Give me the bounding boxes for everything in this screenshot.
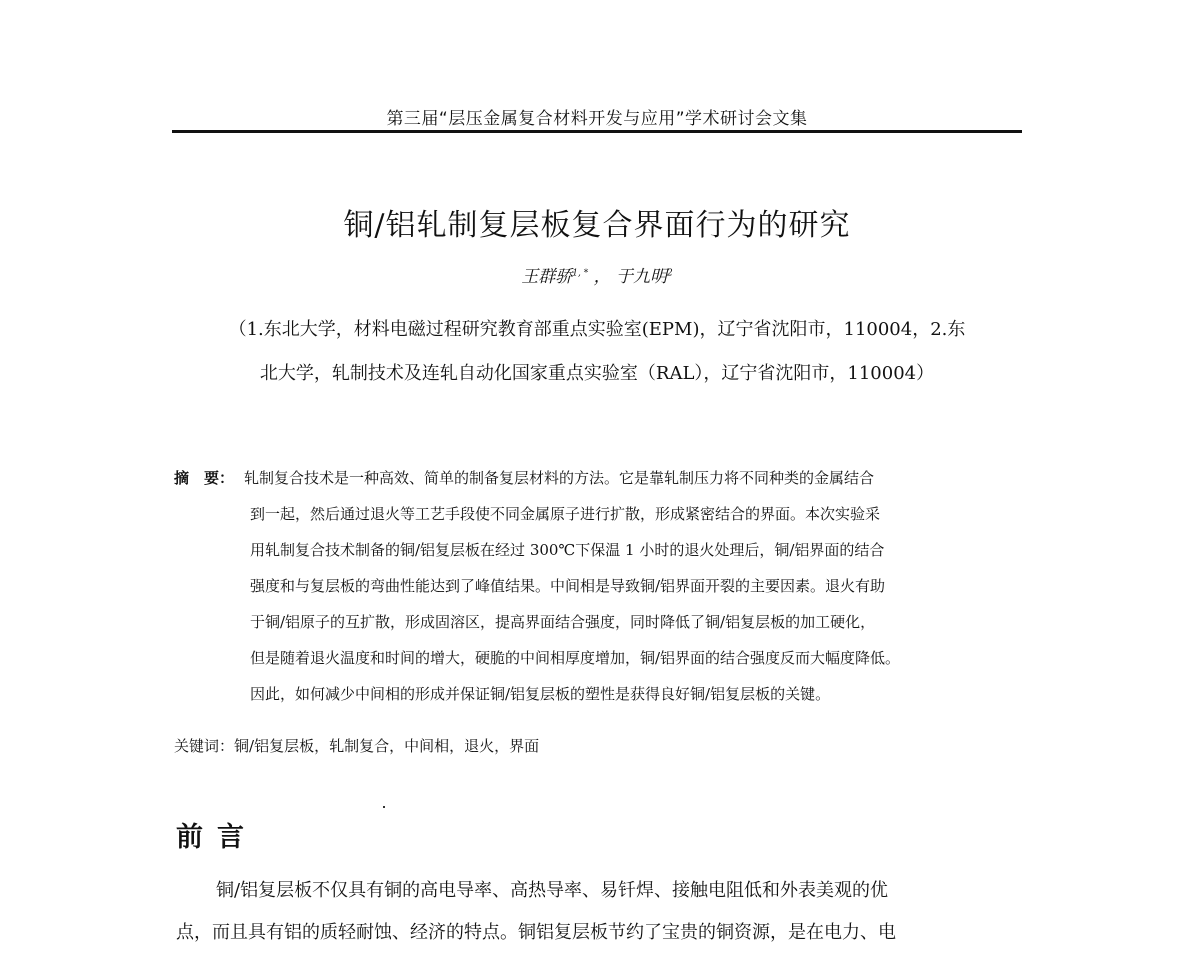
scan-speck bbox=[383, 806, 385, 808]
author-list bbox=[172, 262, 1022, 287]
keywords-value: 铜/铝复层板，轧制复合，中间相，退火，界面 bbox=[234, 737, 540, 755]
paragraph-line: 点，而且具有铝的质轻耐蚀、经济的特点。铜铝复层板节约了宝贵的铜资源，是在电力、电 bbox=[176, 922, 896, 943]
affiliation-line: 北大学，轧制技术及连轧自动化国家重点实验室（RAL），辽宁省沈阳市，110004） bbox=[259, 363, 935, 384]
keywords-label: 关键词： bbox=[174, 737, 235, 755]
paragraph-line: 铜/铝复层板不仅具有铜的高电导率、高热导率、易钎焊、接触电阻低和外表美观的优 bbox=[216, 880, 889, 901]
abstract-line: 到一起，然后通过退火等工艺手段使不同金属原子进行扩散，形成紧密结合的界面。本次实验采 bbox=[250, 505, 881, 523]
abstract-line: 于铜/铝原子的互扩散，形成固溶区，提高界面结合强度，同时降低了铜/铝复层板的加工硬化， bbox=[250, 613, 876, 631]
author-affiliation-mark: 2 bbox=[667, 268, 673, 279]
abstract bbox=[174, 460, 1024, 712]
abstract-line: 但是随着退火温度和时间的增大，硬脆的中间相厚度增加，铜/铝界面的结合强度反而大幅度降低。 bbox=[250, 649, 901, 667]
abstract-line: 强度和与复层板的弯曲性能达到了峰值结果。中间相是导致铜/铝界面开裂的主要因素。退火有助 bbox=[250, 577, 886, 595]
running-header: 第三届“层压金属复合材料开发与应用”学术研讨会文集 bbox=[386, 109, 808, 129]
abstract-line: 因此，如何减少中间相的形成并保证铜/铝复层板的塑性是获得良好铜/铝复层板的关键。 bbox=[250, 685, 831, 703]
author-separator: ， bbox=[593, 267, 611, 287]
abstract-first-line bbox=[174, 460, 1024, 496]
introduction-body bbox=[176, 870, 1026, 954]
paper-title: 铜/铝轧制复层板复合界面行为的研究 bbox=[343, 208, 851, 243]
author-affiliation-mark: 1, * bbox=[572, 268, 589, 279]
section-heading: 前言 bbox=[176, 822, 258, 853]
abstract-line: 用轧制复合技术制备的铜/铝复层板在经过 300℃下保温 1 小时的退火处理后，铜/铝界面的结合 bbox=[250, 541, 885, 559]
keywords bbox=[174, 735, 1024, 756]
affiliations bbox=[172, 308, 1022, 396]
abstract-label: 摘 要： bbox=[174, 469, 235, 487]
author-name: 王群骄 bbox=[521, 267, 573, 287]
author-name: 于九明 bbox=[616, 267, 668, 287]
affiliation-line: （1.东北大学，材料电磁过程研究教育部重点实验室(EPM)，辽宁省沈阳市，110004，2.东 bbox=[228, 319, 966, 340]
header-rule bbox=[172, 130, 1022, 133]
abstract-line: 轧制复合技术是一种高效、简单的制备复层材料的方法。它是靠轧制压力将不同种类的金属结合 bbox=[244, 469, 875, 487]
